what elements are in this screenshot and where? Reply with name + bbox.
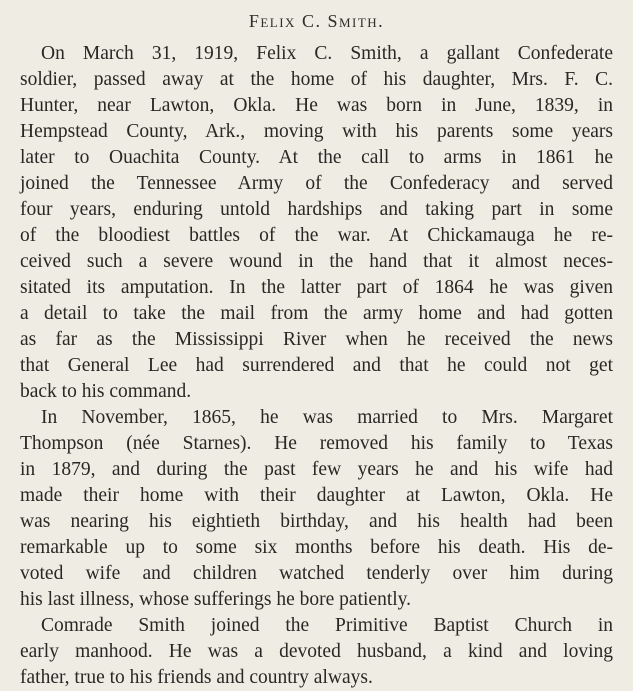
paragraph-2-line-8: his last illness, whose sufferings he bore patiently. (20, 589, 412, 610)
paragraph-2-line-7: voted wife and children watched tenderly over him during (20, 563, 613, 584)
paragraph-1-line-10: sitated its amputation. In the latter part of 1864 he was given (20, 277, 613, 298)
paragraph-3-line-3: father, true to his friends and country always. (20, 667, 373, 688)
paragraph-1-line-12: as far as the Mississippi River when he received the news (20, 329, 613, 350)
paragraph-3-line-1: Comrade Smith joined the Primitive Baptist Church in (41, 615, 613, 636)
paragraph-1-line-14: back to his command. (20, 381, 192, 402)
paragraph-1-line-7: four years, enduring untold hardships and taking part in some (20, 199, 613, 220)
paragraph-1-line-13: that General Lee had surrendered and that he could not get (20, 355, 613, 376)
paragraph-2-line-4: made their home with their daughter at Lawton, Okla. He (20, 485, 613, 506)
article-title: Felix C. Smith. (248, 11, 385, 31)
paragraph-1-line-8: of the bloodiest battles of the war. At Chickamauga he re- (20, 225, 613, 246)
paragraph-1-line-4: Hempstead County, Ark., moving with his parents some years (20, 121, 613, 142)
paragraph-2-line-2: Thompson (née Starnes). He removed his family to Texas (20, 433, 613, 454)
paragraph-1-line-5: later to Ouachita County. At the call to arms in 1861 he (20, 147, 613, 168)
paragraph-2-line-1: In November, 1865, he was married to Mrs. Margaret (41, 407, 613, 428)
paragraph-1-line-3: Hunter, near Lawton, Okla. He was born in June, 1839, in (20, 95, 613, 116)
paragraph-1-line-11: a detail to take the mail from the army home and had gotten (20, 303, 613, 324)
paragraph-2-line-5: was nearing his eightieth birthday, and his health had been (20, 511, 613, 532)
paragraph-1-line-1: On March 31, 1919, Felix C. Smith, a gallant Confederate (41, 43, 613, 64)
paragraph-1-line-9: ceived such a severe wound in the hand that it almost neces- (20, 251, 613, 272)
paragraph-3-line-2: early manhood. He was a devoted husband, a kind and loving (20, 641, 613, 662)
paragraph-1-line-6: joined the Tennessee Army of the Confederacy and served (20, 173, 613, 194)
paragraph-2-line-3: in 1879, and during the past few years he and his wife had (20, 459, 613, 480)
paragraph-2-line-6: remarkable up to some six months before his death. His de- (20, 537, 613, 558)
paragraph-1-line-2: soldier, passed away at the home of his daughter, Mrs. F. C. (20, 69, 613, 90)
